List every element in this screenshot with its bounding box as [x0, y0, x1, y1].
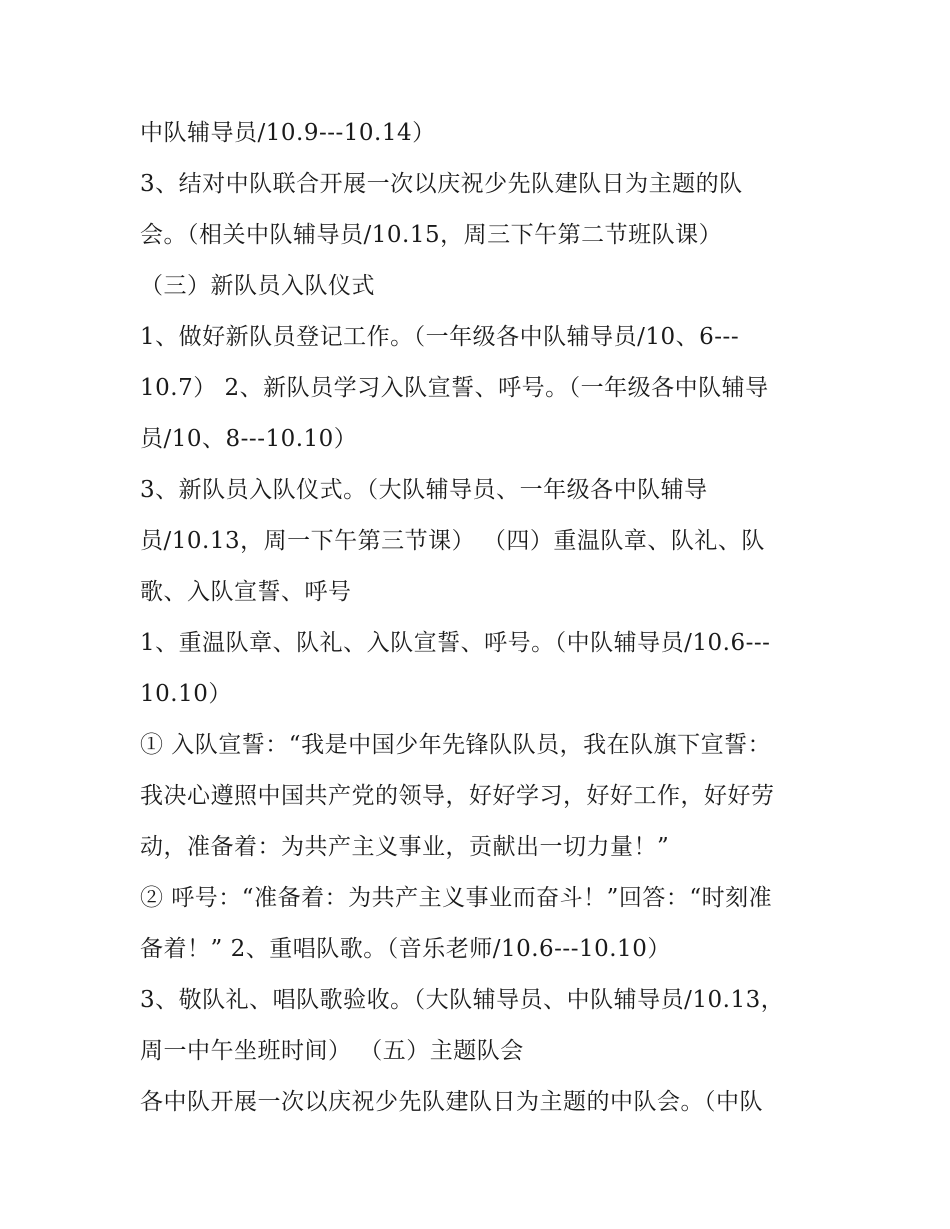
text-line-7: 员/10、8---10.10）: [140, 426, 358, 452]
text-line-10: 歌、入队宣誓、呼号: [140, 579, 352, 605]
text-line-13: ① 入队宣誓：“我是中国少年先锋队队员，我在队旗下宣誓：: [140, 732, 772, 758]
text-line-15: 动，准备着：为共产主义事业，贡献出一切力量！”: [140, 834, 670, 860]
text-line-1: 中队辅导员/10.9---10.14）: [140, 120, 436, 146]
section-heading-3: （三）新队员入队仪式: [140, 273, 375, 299]
text-line-12: 10.10）: [140, 681, 232, 707]
text-line-14: 我决心遵照中国共产党的领导，好好学习，好好工作，好好劳: [140, 783, 775, 809]
text-line-3: 会。（相关中队辅导员/10.15，周三下午第二节班队课）: [140, 222, 723, 248]
text-line-18: 3、敬队礼、唱队歌验收。（大队辅导员、中队辅导员/10.13，: [140, 987, 785, 1013]
text-line-19: 周一中午坐班时间） （五）主题队会: [140, 1038, 524, 1064]
text-line-16: ② 呼号：“准备着：为共产主义事业而奋斗！”回答：“时刻准: [140, 885, 773, 911]
text-line-8: 3、新队员入队仪式。（大队辅导员、一年级各中队辅导: [140, 477, 708, 503]
text-line-17: 备着！” 2、重唱队歌。（音乐老师/10.6---10.10）: [140, 936, 671, 962]
text-line-11: 1、重温队章、队礼、入队宣誓、呼号。（中队辅导员/10.6---: [140, 630, 771, 656]
text-line-9: 员/10.13，周一下午第三节课） （四）重温队章、队礼、队: [140, 528, 765, 554]
text-line-20: 各中队开展一次以庆祝少先队建队日为主题的中队会。（中队: [140, 1089, 763, 1115]
text-line-6: 10.7） 2、新队员学习入队宣誓、呼号。（一年级各中队辅导: [140, 375, 769, 401]
document-body: [140, 108, 830, 1128]
text-line-5: 1、做好新队员登记工作。（一年级各中队辅导员/10、6---: [140, 324, 740, 350]
text-line-2: 3、结对中队联合开展一次以庆祝少先队建队日为主题的队: [140, 171, 743, 197]
